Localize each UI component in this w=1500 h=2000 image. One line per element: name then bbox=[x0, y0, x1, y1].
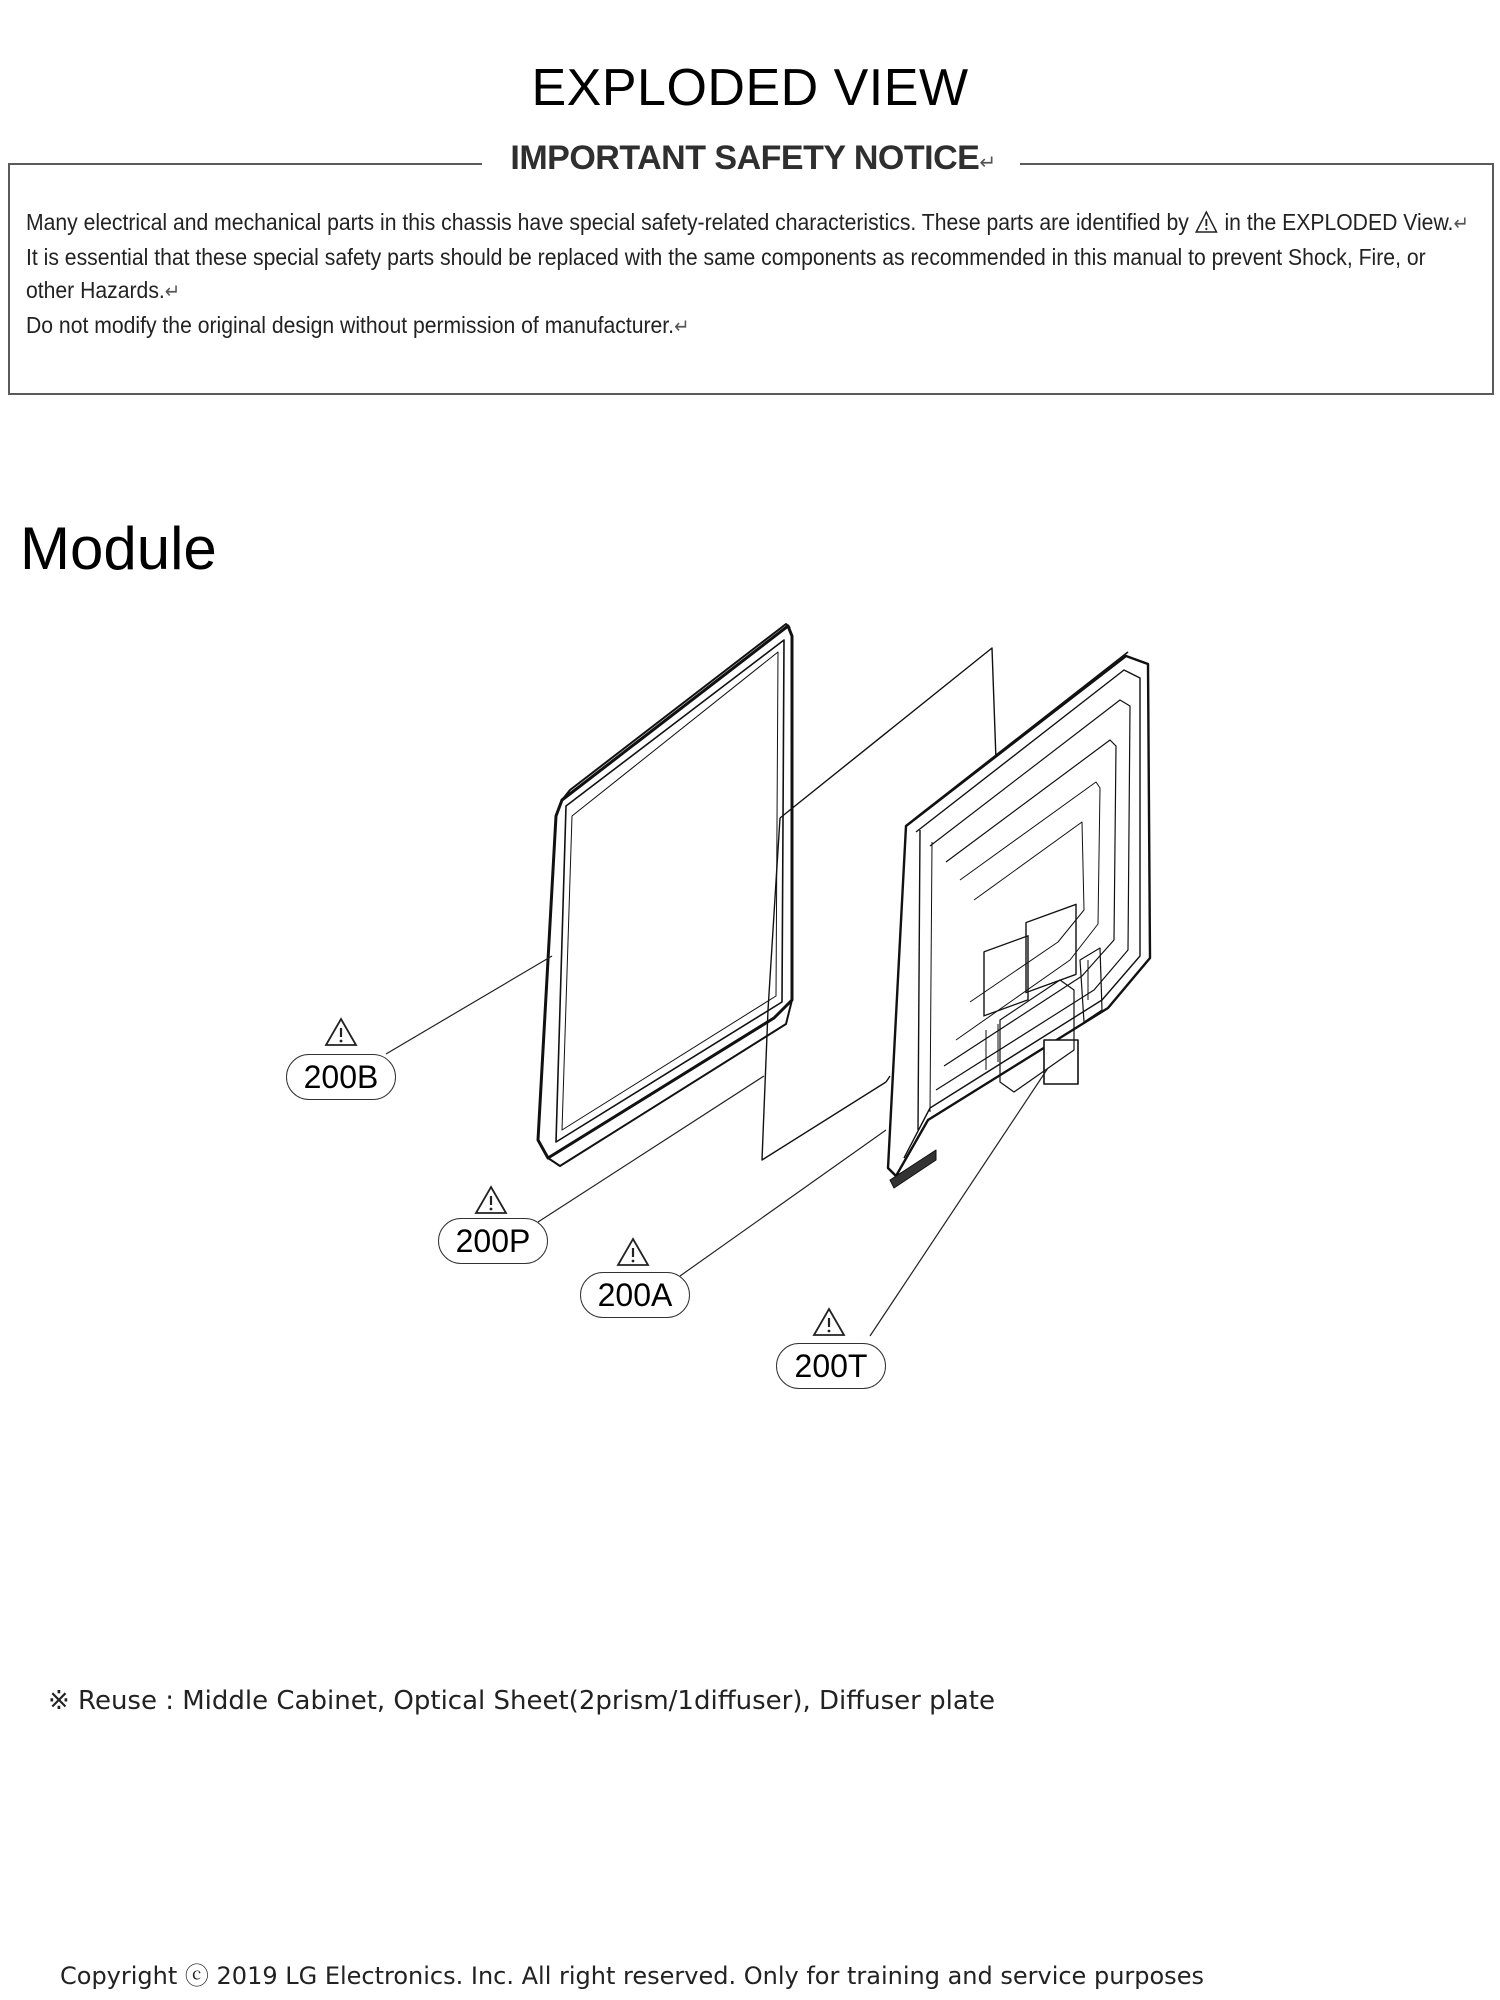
notice-line-3-text: Do not modify the original design without permission of manufacturer. bbox=[26, 312, 675, 338]
notice-line-3 bbox=[26, 309, 1480, 344]
warning-triangle-icon bbox=[474, 1185, 508, 1215]
notice-line-1-end: in the EXPLODED View. bbox=[1224, 209, 1454, 235]
warning-triangle-icon bbox=[1195, 210, 1219, 234]
callout-200p: 200P bbox=[438, 1218, 548, 1264]
callout-200a: 200A bbox=[580, 1272, 690, 1318]
safety-notice-box bbox=[8, 139, 1494, 395]
notice-line-2-text: It is essential that these special safety parts should be replaced with the same components as recommended in this manual to prevent Shock, Fire, or other Hazards. bbox=[26, 244, 1426, 303]
notice-line-1-start: Many electrical and mechanical parts in this chassis have special safety-related characteristics. These parts are identified by bbox=[26, 209, 1189, 235]
return-mark: ↵ bbox=[1453, 213, 1469, 235]
notice-line-1 bbox=[26, 206, 1480, 241]
return-mark: ↵ bbox=[164, 281, 181, 303]
panel-200b-drawing bbox=[538, 624, 792, 1166]
safety-notice-heading-text: IMPORTANT SAFETY NOTICE bbox=[510, 139, 980, 177]
exploded-view-drawing bbox=[0, 600, 1500, 1400]
reuse-note: ※ Reuse : Middle Cabinet, Optical Sheet(2prism/1diffuser), Diffuser plate bbox=[48, 1686, 995, 1716]
return-mark: ↵ bbox=[674, 316, 690, 338]
callout-200t: 200T bbox=[776, 1343, 886, 1389]
notice-line-2 bbox=[26, 241, 1480, 309]
warning-triangle-icon bbox=[812, 1307, 846, 1337]
copyright-footer: Copyright ⓒ 2019 LG Electronics. Inc. All right reserved. Only for training and service purposes bbox=[60, 1962, 1204, 1990]
safety-notice-heading bbox=[10, 139, 1492, 178]
warning-triangle-icon bbox=[324, 1017, 358, 1047]
page-title: EXPLODED VIEW bbox=[531, 59, 969, 117]
callout-200b: 200B bbox=[286, 1054, 396, 1100]
backlight-200a-drawing bbox=[888, 652, 1150, 1188]
section-title: Module bbox=[20, 515, 217, 582]
warning-triangle-icon bbox=[616, 1237, 650, 1267]
safety-notice-text bbox=[26, 206, 1480, 344]
return-mark: ↵ bbox=[979, 152, 996, 174]
